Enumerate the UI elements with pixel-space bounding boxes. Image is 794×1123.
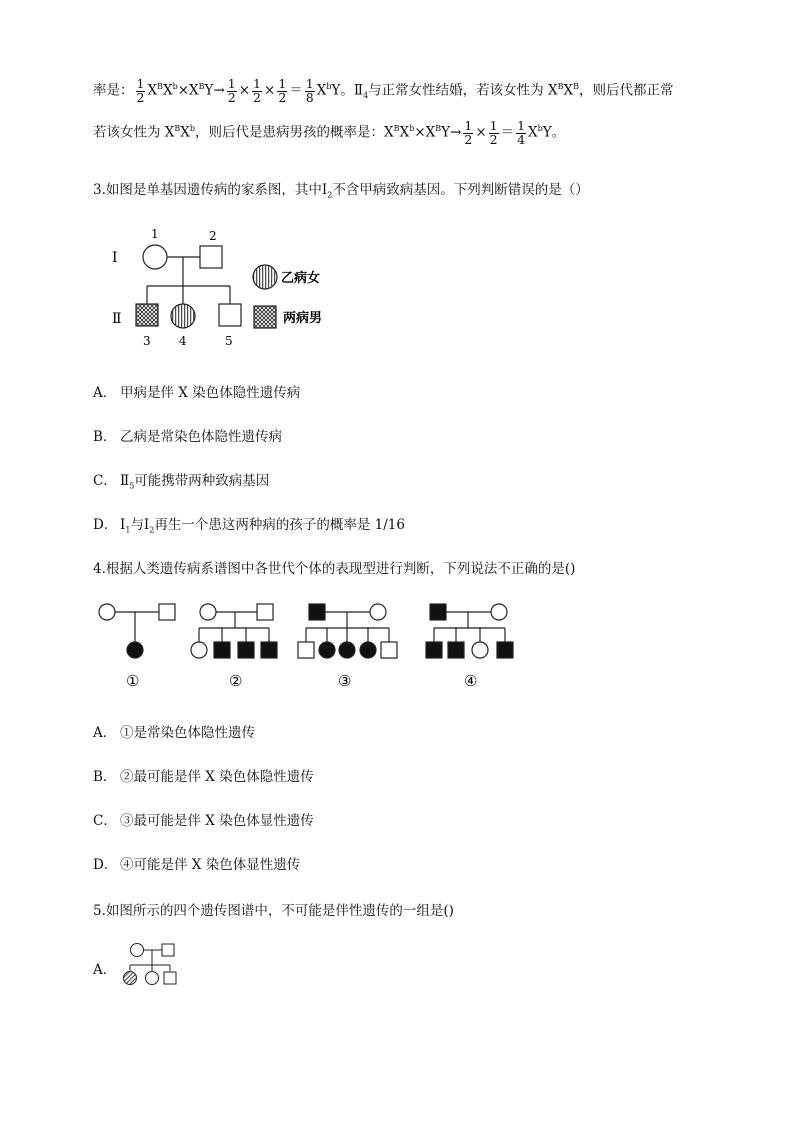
id-2: 2	[209, 229, 217, 243]
q3-option-c: C． $Ⅱ_5$可能携带两种致病基因	[93, 473, 270, 491]
legend-label-2: 两病男	[283, 311, 323, 326]
q4-pedigree-figures	[95, 598, 535, 693]
gen-label-II: Ⅱ	[112, 311, 122, 327]
fig-label-3: ③	[338, 672, 352, 690]
q5-stem: 5.如图所示的四个遗传图谱中，不可能是伴性遗传的一组是()	[93, 903, 454, 919]
q5-option-a-label: A．	[93, 962, 117, 978]
pedigree-4	[426, 604, 513, 658]
q4-stem: 4.根据人类遗传病系谱图中各世代个体的表现型进行判断，下列说法不正确的是()	[93, 561, 576, 577]
fig-label-2: ②	[229, 672, 243, 690]
q3-option-b: B． 乙病是常染色体隐性遗传病	[93, 429, 282, 445]
q3-option-a: A． 甲病是伴 X 染色体隐性遗传病	[93, 385, 301, 401]
id-3: 3	[143, 334, 151, 348]
pedigree-2	[191, 604, 277, 658]
pedigree-3	[298, 604, 397, 658]
q3-stem: 3.如图是单基因遗传病的家系图，其中$Ⅰ_2$不含甲病致病基因。下列判断错误的是（）	[93, 182, 589, 200]
male-II5	[219, 304, 241, 326]
male-I2	[200, 246, 222, 268]
fig-label-4: ④	[464, 672, 478, 690]
id-5: 5	[225, 334, 233, 348]
q5-option-a-pedigree	[122, 940, 182, 990]
fig-label-1: ①	[126, 672, 140, 690]
id-1: 1	[151, 227, 159, 241]
legend-label-1: 乙病女	[281, 271, 321, 286]
gen-label-I: Ⅰ	[112, 250, 118, 266]
female-I1	[143, 245, 167, 269]
intro-line-2: 若该女性为 $X^BX^b$，则后代是患病男孩的概率是：$X^BX^b\times X^BY\to$ $\frac{1}{2}$ × $\frac{1}{2}$ ＝ $\frac{1}{4}$ $X^bY$。	[93, 118, 566, 147]
text: 率是：	[93, 82, 134, 99]
q4-option-b: B． ②最可能是伴 X 染色体隐性遗传	[93, 769, 314, 785]
legend-symbol-male-both	[254, 306, 276, 328]
q4-option-a: A． ①是常染色体隐性遗传	[93, 725, 255, 741]
female-II4-disease-B	[171, 304, 195, 328]
fraction: $\frac{1}{2}$	[136, 76, 145, 105]
q4-option-d: D． ④可能是伴 X 染色体显性遗传	[93, 857, 301, 873]
q3-option-d: D． $Ⅰ_1$与$Ⅰ_2$再生一个患这两种病的孩子的概率是 1/16	[93, 517, 405, 535]
pedigree-1	[99, 604, 175, 658]
intro-line-1: 率是： $\frac{1}{2}$ $X^BX^b\times X^BY\to$ $\frac{1}{2}$ × $\frac{1}{2}$ × $\frac{1}{2}$ ＝ $\frac{1}{8}$ $X^bY$。$Ⅱ_4$与正常女性结婚，若该女性为 $X^BX^B$，则后代都正常	[93, 76, 674, 105]
id-4: 4	[179, 334, 187, 348]
legend-symbol-female-B	[253, 265, 277, 289]
q4-option-c: C． ③最可能是伴 X 染色体显性遗传	[93, 813, 314, 829]
male-II3-both-diseases	[136, 304, 158, 326]
q3-pedigree-figure	[100, 222, 350, 352]
